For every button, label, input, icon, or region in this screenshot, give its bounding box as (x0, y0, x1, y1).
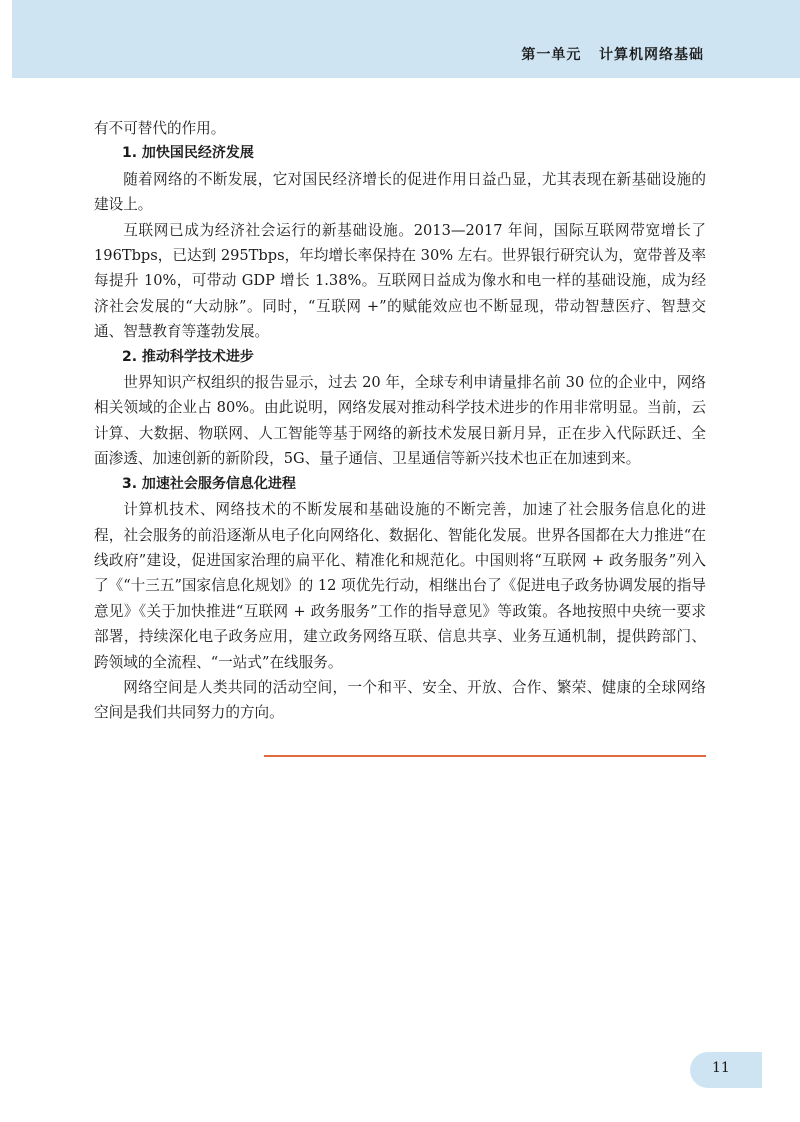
page-content (94, 116, 706, 726)
paragraph-economy-intro: 随着网络的不断发展，它对国民经济增长的促进作用日益凸显，尤其表现在新基础设施的建设上。 (94, 170, 706, 214)
paragraph-infrastructure: 互联网已成为经济社会运行的新基础设施。2013—2017 年间，国际互联网带宽增长了 196Tbps，已达到 295Tbps，年均增长率保持在 30% 左右。世界银行研究认为，宽带普及率每提升 10%，可带动 GDP 增长 1.38%。互联网日益成为像水和电一样的基础设施，成为经济社会发展的“大动脉”。同时，“互联网 +”的赋能效应也不断显现，带动智慧医疗、智慧交通、智慧教育等蓬勃发展。 (94, 221, 706, 341)
header-band (12, 0, 800, 78)
section-heading-technology: 2. 推动科学技术进步 (122, 348, 254, 365)
section-end-rule (264, 755, 706, 757)
page-number: 11 (712, 1060, 730, 1076)
section-heading-social-services: 3. 加速社会服务信息化进程 (122, 475, 296, 492)
section-heading-economy: 1. 加快国民经济发展 (122, 145, 254, 162)
paragraph-continuation: 有不可替代的作用。 (94, 120, 226, 137)
paragraph-technology: 世界知识产权组织的报告显示，过去 20 年，全球专利申请量排名前 30 位的企业中，网络相关领域的企业占 80%。由此说明，网络发展对推动科学技术进步的作用非常明显。当前，云计算、大数据、物联网、人工智能等基于网络的新技术发展日新月异，正在步入代际跃迁、全面渗透、加速创新的新阶段，5G、量子通信、卫星通信等新兴技术也正在加速到来。 (94, 374, 706, 468)
paragraph-social-services: 计算机技术、网络技术的不断发展和基础设施的不断完善，加速了社会服务信息化的进程，社会服务的前沿逐渐从电子化向网络化、数据化、智能化发展。世界各国都在大力推进“在线政府”建设，促进国家治理的扁平化、精准化和规范化。中国则将“互联网 + 政务服务”列入了《“十三五”国家信息化规划》的 12 项优先行动，相继出台了《促进电子政务协调发展的指导意见》《关于加快推进“互联网 + 政务服务”工作的指导意见》等政策。各地按照中央统一要求部署，持续深化电子政务应用，建立政务网络互联、信息共享、业务互通机制，提供跨部门、跨领域的全流程、“一站式”在线服务。 (94, 501, 706, 671)
unit-title: 第一单元 计算机网络基础 (521, 47, 704, 63)
paragraph-cyberspace: 网络空间是人类共同的活动空间，一个和平、安全、开放、合作、繁荣、健康的全球网络空间是我们共同努力的方向。 (94, 678, 706, 722)
